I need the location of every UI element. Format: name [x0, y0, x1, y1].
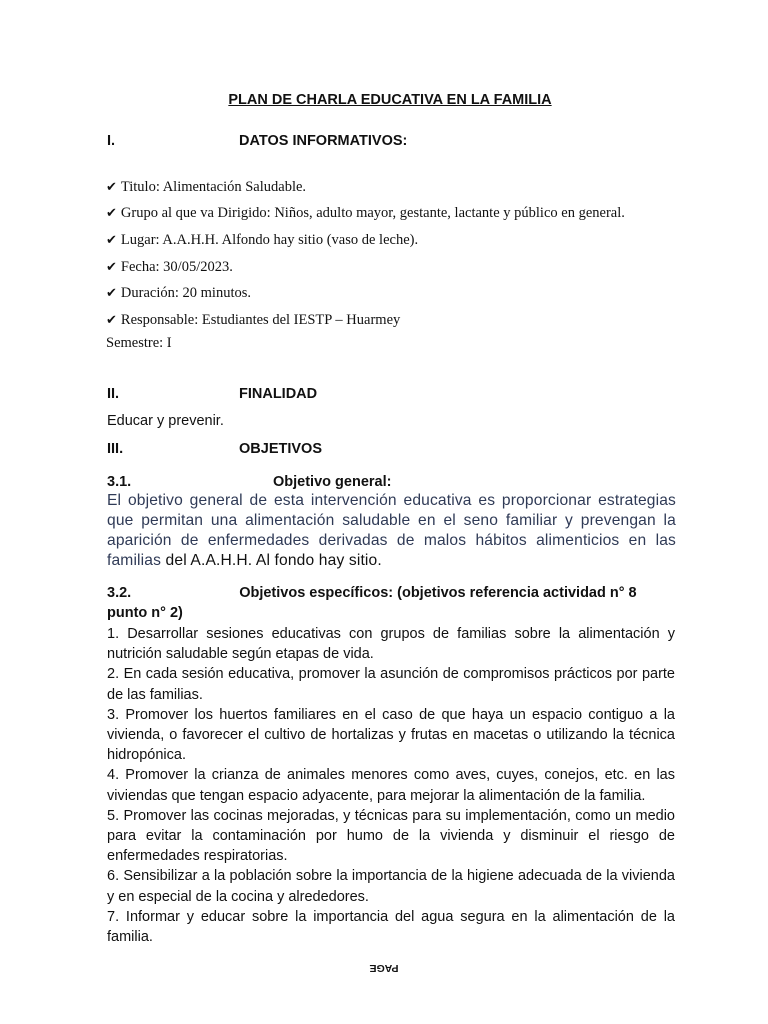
subsection-heading-general: Objetivo general: — [273, 474, 392, 490]
info-item-grupo: ✔ Grupo al que va Dirigido: Niños, adulto mayor, gestante, lactante y público en general. — [106, 205, 625, 221]
specific-objectives-list — [107, 624, 675, 947]
section-number-finalidad: II. — [107, 386, 120, 402]
general-objective-text: El objetivo general de esta intervención educativa es proporcionar estrategias que permitan una alimentación saludable en el seno familiar y prevengan la aparición de enfermedades derivadas de malos hábitos alimenticios en las familias del A.A.H.H. Al fondo hay sitio. — [107, 492, 676, 569]
list-item: 5. Promover las cocinas mejoradas, y técnicas para su implementación, como un medio para evitar la contaminación por humo de la vivienda y disminuir el riesgo de enfermedades respiratorias. — [107, 807, 675, 865]
info-item-lugar: ✔ Lugar: A.A.H.H. Alfondo hay sitio (vaso de leche). — [106, 232, 419, 248]
subsection-heading-specific: 3.2. Objetivos específicos: (objetivos referencia actividad n° 8 punto n° 2) — [107, 585, 637, 621]
section-number-datos: I. — [107, 133, 116, 149]
subsection-number-general: 3.1. — [107, 474, 132, 490]
info-item-responsable: ✔ Responsable: Estudiantes del IESTP – Huarmey — [106, 312, 401, 328]
list-item: 6. Sensibilizar a la población sobre la importancia de la higiene adecuada de la vivienda y en especial de la cocina y alrededores. — [107, 868, 675, 905]
semestre-line: Semestre: I — [106, 335, 172, 351]
list-item: 3. Promover los huertos familiares en el caso de que haya un espacio contiguo a la vivienda, o favorecer el cultivo de hortalizas y frutas en macetas o utilizando la técnica hidropónica. — [107, 706, 675, 764]
page-footer-field: PAGE — [369, 962, 399, 974]
check-icon: ✔ — [106, 180, 117, 195]
info-item-titulo: ✔ Titulo: Alimentación Saludable. — [106, 179, 307, 195]
check-icon: ✔ — [106, 286, 117, 301]
check-icon: ✔ — [106, 313, 117, 328]
check-icon: ✔ — [106, 233, 117, 248]
info-item-duracion: ✔ Duración: 20 minutos. — [106, 285, 251, 301]
section-heading-datos: DATOS INFORMATIVOS: — [239, 133, 408, 149]
list-item: 4. Promover la crianza de animales menores como aves, cuyes, conejos, etc. en las viviendas que tengan espacio adyacente, para mejorar la alimentación de la familia. — [107, 767, 675, 804]
section-number-objetivos: III. — [107, 441, 124, 457]
section-heading-finalidad: FINALIDAD — [239, 386, 318, 402]
check-icon: ✔ — [106, 260, 117, 275]
check-icon: ✔ — [106, 206, 117, 221]
finalidad-text: Educar y prevenir. — [107, 413, 224, 429]
info-item-fecha: ✔ Fecha: 30/05/2023. — [106, 259, 233, 275]
list-item: 2. En cada sesión educativa, promover la asunción de compromisos prácticos por parte de las familias. — [107, 666, 675, 703]
document-title: PLAN DE CHARLA EDUCATIVA EN LA FAMILIA — [228, 92, 552, 108]
section-heading-objetivos: OBJETIVOS — [239, 441, 322, 457]
list-item: 7. Informar y educar sobre la importancia del agua segura en la alimentación de la familia. — [107, 908, 675, 946]
list-item: 1. Desarrollar sesiones educativas con grupos de familias sobre la alimentación y nutrición saludable según etapas de vida. — [107, 626, 675, 663]
